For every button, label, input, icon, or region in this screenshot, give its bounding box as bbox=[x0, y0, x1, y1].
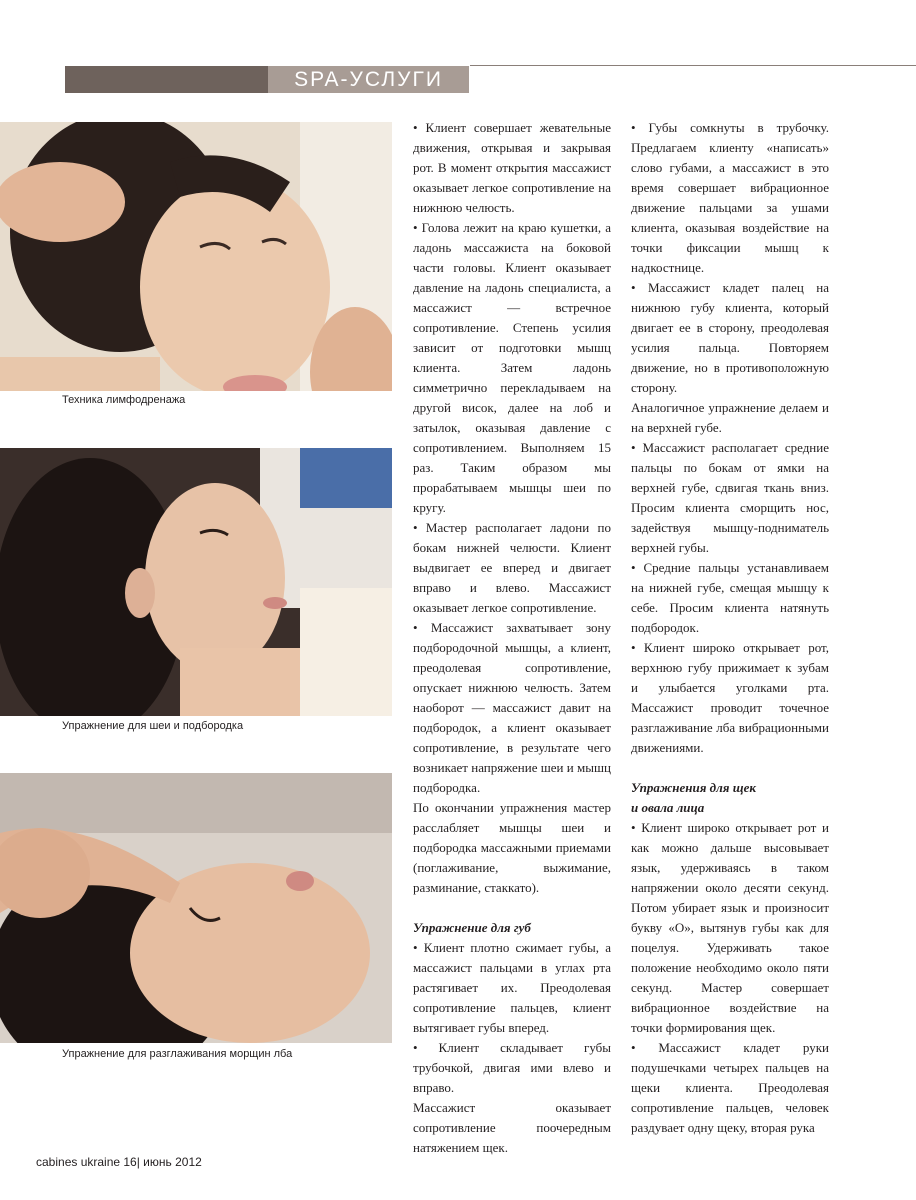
header-band bbox=[65, 66, 268, 93]
paragraph: • Клиент плотно сжимает губы, а массажист пальцами в углах рта растягивает их. Преодолевая сопротивление пальцев, клиент вытягивает губы вперед. bbox=[413, 940, 611, 1035]
photo-caption: Упражнение для шеи и подбородка bbox=[62, 720, 244, 732]
photo-caption: Упражнение для разглаживания морщин лба bbox=[62, 1048, 293, 1060]
paragraph: • Массажист располагает средние пальцы по бокам от ямки на верхней губе, сдвигая ткань вниз. Просим клиента сморщить нос, задействуя мышцу-подниматель верхней губы. bbox=[631, 440, 829, 555]
article-column-1 bbox=[413, 118, 611, 1158]
paragraph: • Клиент совершает жевательные движения, открывая и закрывая рот. В момент открытия массажист оказывает легкое сопротивление на нижнюю челюсть. bbox=[413, 120, 611, 215]
paragraph: • Клиент широко открывает рот, верхнюю губу прижимает к зубам и улыбается уголками рта. Массажист проводит точечное разглаживание лба вибрационными движениями. bbox=[631, 640, 829, 755]
photo-forehead-smoothing bbox=[0, 773, 392, 1043]
header-rule bbox=[470, 65, 916, 66]
photo-caption: Техника лимфодренажа bbox=[62, 394, 186, 406]
paragraph: • Клиент широко открывает рот и как можно дальше высовывает язык, удерживаясь в таком напряжении около десяти секунд. Потом убирает язык и произносит букву «О», вытянув губы как для поцелуя. Удерживать такое положение необходимо около пяти секунд. Мастер совершает вибрационное воздействие на точки формирования щек. bbox=[631, 820, 829, 1035]
paragraph: • Массажист кладет руки подушечками четырех пальцев на щеки клиента. Преодолевая сопротивление пальцев, человек раздувает одну щеку, вторая рука bbox=[631, 1040, 829, 1135]
subheading-cheeks bbox=[631, 778, 829, 818]
paragraph: По окончании упражнения мастер расслабляет мышцы шеи и подбородка массажными приемами (поглаживание, выжимание, разминание, стаккато). bbox=[413, 800, 611, 895]
paragraph: • Губы сомкнуты в трубочку. Предлагаем клиенту «написать» слово губами, а массажист в это время совершает вибрационное движение пальцами за ушами клиента, оказывая воздействие на точки фиксации мышц к надкостнице. bbox=[631, 120, 829, 275]
paragraph: Аналогичное упражнение делаем и на верхней губе. bbox=[631, 400, 829, 435]
paragraph: • Мастер располагает ладони по бокам нижней челюсти. Клиент выдвигает ее вперед и двигает вправо и влево. Массажист оказывает легкое сопротивление. bbox=[413, 520, 611, 615]
paragraph: Массажист оказывает сопротивление поочередным натяжением щек. bbox=[413, 1100, 611, 1155]
paragraph: • Средние пальцы устанавливаем на нижней губе, смещая мышцу к себе. Просим клиента натянуть подбородок. bbox=[631, 560, 829, 635]
subheading-lips: Упражнение для губ bbox=[413, 920, 531, 935]
paragraph: • Голова лежит на краю кушетки, а ладонь массажиста на боковой части головы. Клиент оказывает давление на ладонь специалиста, а массажист — встречное сопротивление. Степень усилия зависит от подготовки мышц клиента. Затем ладонь симметрично перекладываем на другой висок, далее на лоб и затылок, оказывая давление с сопротивлением. Выполняем 15 раз. Таким образом мы прорабатываем мышцы шеи по кругу. bbox=[413, 220, 611, 515]
article-column-2 bbox=[631, 118, 829, 1138]
subheading-line: и овала лица bbox=[631, 800, 705, 815]
subheading-line: Упражнения для щек bbox=[631, 780, 756, 795]
section-title: SPA-УСЛУГИ bbox=[268, 66, 469, 93]
paragraph: • Массажист кладет палец на нижнюю губу клиента, который двигает ее в сторону, преодолевая усилия пальца. Повторяем движение, но в противоположную сторону. bbox=[631, 280, 829, 395]
photo-neck-chin-exercise bbox=[0, 448, 392, 716]
paragraph: • Клиент складывает губы трубочкой, двигая ими влево и вправо. bbox=[413, 1040, 611, 1095]
paragraph: • Массажист захватывает зону подбородочной мышцы, а клиент, преодолевая сопротивление, опускает нижнюю челюсть. Затем наоборот — массажист давит на подбородок, а клиент оказывает сопротивление, в результате чего возникает напряжение шеи и мышц подбородка. bbox=[413, 620, 611, 795]
page-footer: cabines ukraine 16| июнь 2012 bbox=[36, 1155, 202, 1169]
photo-lymph-drainage bbox=[0, 122, 392, 391]
